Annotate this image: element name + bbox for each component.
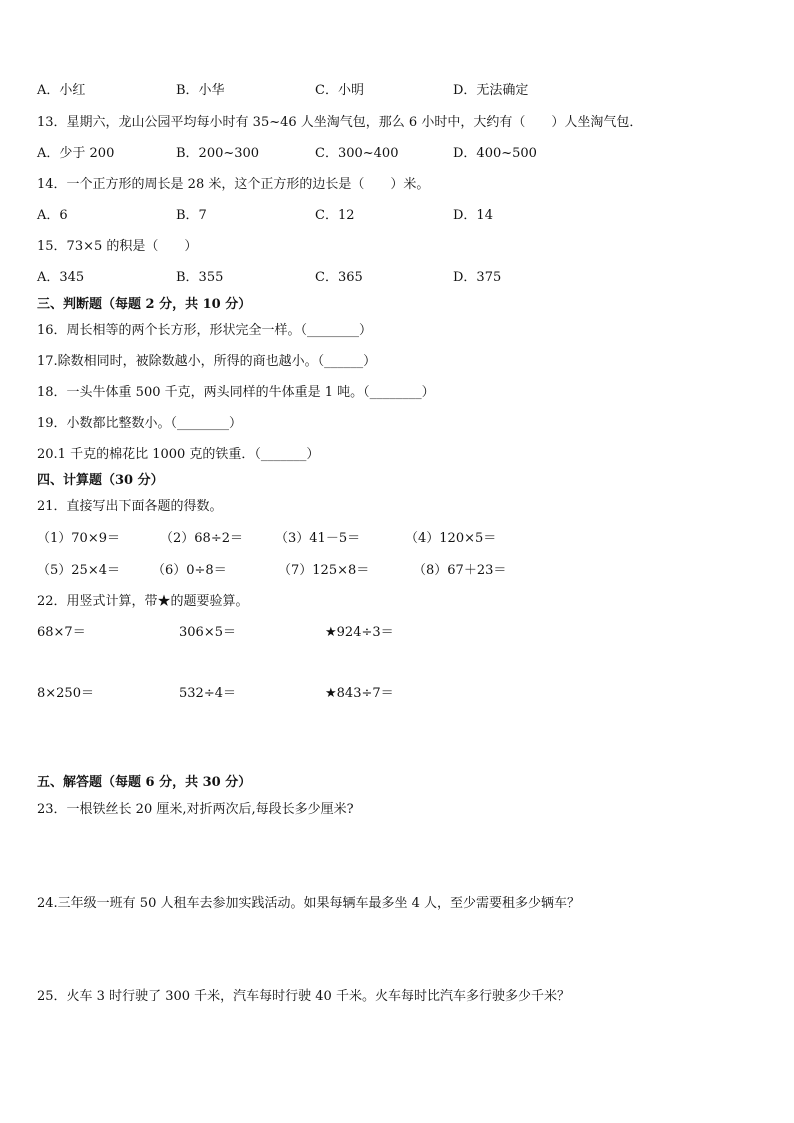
q21-item-5: （5）25×4＝ — [37, 563, 120, 578]
q13-option-a: A．少于 200 — [37, 146, 115, 161]
q21-item-8: （8）67＋23＝ — [413, 563, 507, 578]
q24-problem: 24.三年级一班有 50 人租车去参加实践活动。如果每辆车最多坐 4 人，至少需要租多少辆车？ — [37, 896, 581, 911]
q13-stem: 13．星期六，龙山公园平均每小时有 35~46 人坐淘气包，那么 6 小时中，大约有（ ）人坐淘气包． — [37, 115, 643, 130]
q21-stem: 21．直接写出下面各题的得数。 — [37, 499, 223, 514]
q12-option-d: D．无法确定 — [453, 83, 529, 98]
q22-stem: 22．用竖式计算，带★的题要验算。 — [37, 594, 249, 609]
section5-heading: 五、解答题（每题 6 分，共 30 分） — [37, 775, 252, 790]
q16-statement: 16．周长相等的两个长方形，形状完全一样。（________） — [37, 323, 373, 338]
q21-item-4: （4）120×5＝ — [405, 531, 497, 546]
q15-option-b: B．355 — [176, 270, 224, 285]
q22-item-2: 306×5＝ — [179, 625, 236, 640]
q22-item-5: 532÷4＝ — [179, 686, 236, 701]
q20-statement: 20.1 千克的棉花比 1000 克的铁重．（_______） — [37, 447, 320, 462]
q21-item-3: （3）41－5＝ — [275, 531, 361, 546]
q13-option-d: D．400~500 — [453, 146, 537, 161]
q12-option-a: A．小红 — [37, 83, 86, 98]
q12-option-b: B．小华 — [176, 83, 225, 98]
q13-option-c: C．300~400 — [315, 146, 399, 161]
q14-option-a: A．6 — [37, 208, 68, 223]
q22-item-6: ★843÷7＝ — [325, 686, 394, 701]
q15-option-a: A．345 — [37, 270, 85, 285]
q15-stem: 15．73×5 的积是（ ） — [37, 239, 198, 254]
q22-item-4: 8×250＝ — [37, 686, 94, 701]
q14-stem: 14．一个正方形的周长是 28 米，这个正方形的边长是（ ）米。 — [37, 177, 430, 192]
q21-item-1: （1）70×9＝ — [37, 531, 120, 546]
q14-option-c: C．12 — [315, 208, 355, 223]
q21-item-6: （6）0÷8＝ — [152, 563, 227, 578]
q14-option-b: B．7 — [176, 208, 207, 223]
q18-statement: 18．一头牛体重 500 千克，两头同样的牛体重是 1 吨。（________） — [37, 385, 435, 400]
q17-statement: 17.除数相同时，被除数越小，所得的商也越小。（______） — [37, 354, 377, 369]
q25-problem: 25．火车 3 时行驶了 300 千米，汽车每时行驶 40 千米。火车每时比汽车多行驶多少千米？ — [37, 989, 570, 1004]
q19-statement: 19．小数都比整数小。（________） — [37, 416, 243, 431]
section3-heading: 三、判断题（每题 2 分，共 10 分） — [37, 297, 252, 312]
q15-option-d: D．375 — [453, 270, 502, 285]
q22-item-1: 68×7＝ — [37, 625, 86, 640]
q22-item-3: ★924÷3＝ — [325, 625, 394, 640]
section4-heading: 四、计算题（30 分） — [37, 473, 164, 488]
q23-problem: 23．一根铁丝长 20 厘米,对折两次后,每段长多少厘米? — [37, 802, 354, 817]
q15-option-c: C．365 — [315, 270, 363, 285]
q21-item-7: （7）125×8＝ — [278, 563, 370, 578]
q14-option-d: D．14 — [453, 208, 493, 223]
q13-option-b: B．200~300 — [176, 146, 260, 161]
q12-option-c: C．小明 — [315, 83, 364, 98]
q21-item-2: （2）68÷2＝ — [160, 531, 243, 546]
